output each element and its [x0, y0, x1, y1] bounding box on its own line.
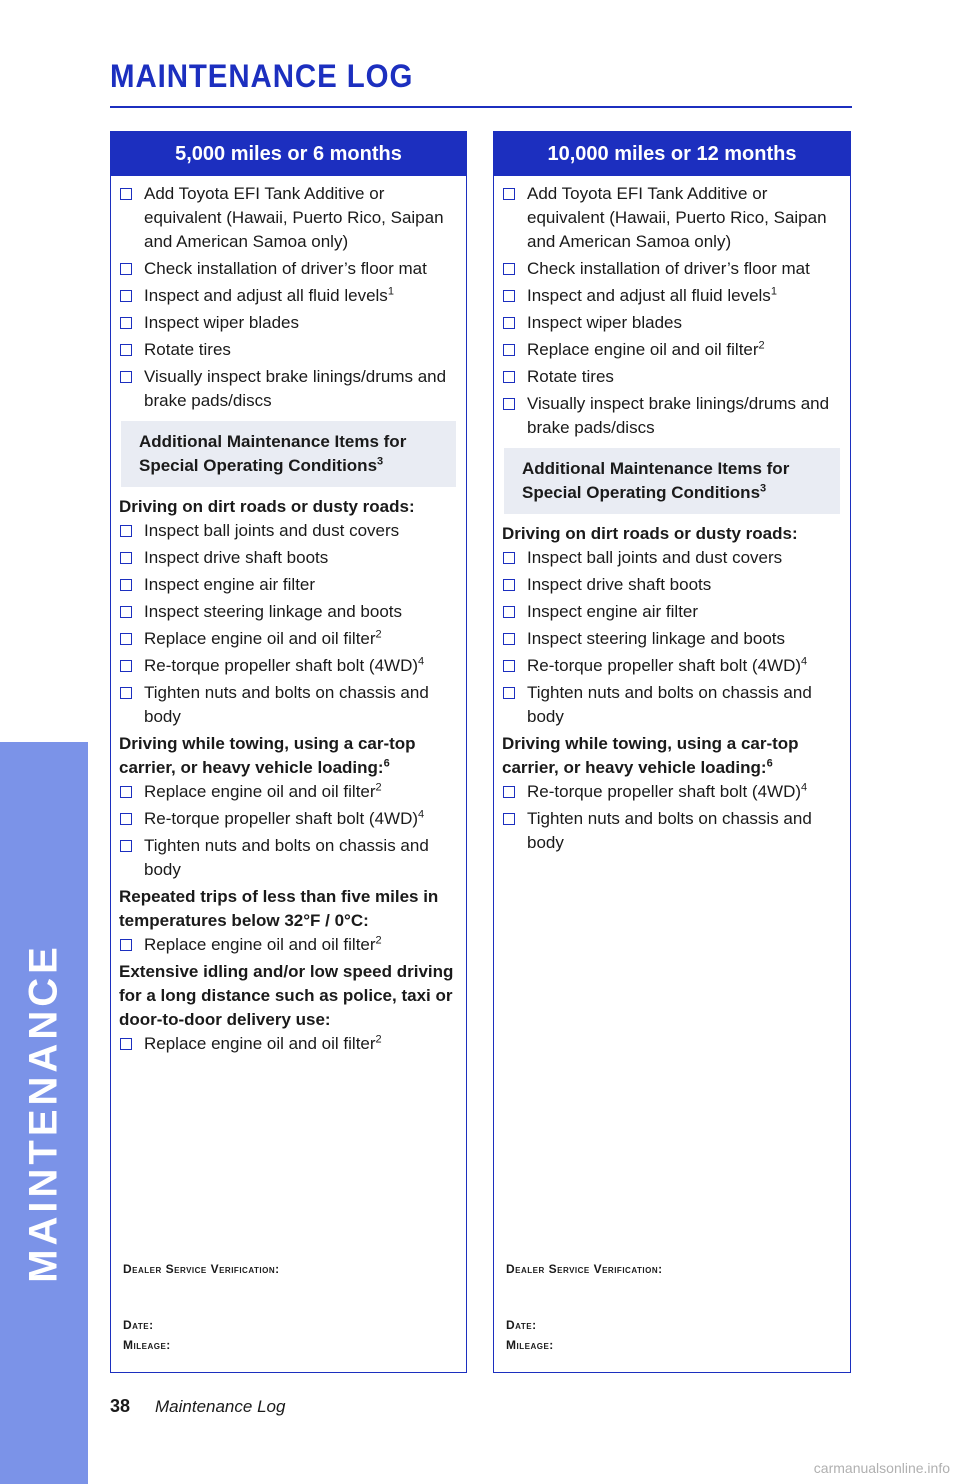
- checkbox[interactable]: [120, 939, 132, 951]
- date-label: Date:: [506, 1318, 537, 1332]
- item-text: Inspect wiper blades: [527, 313, 682, 332]
- checkbox[interactable]: [120, 344, 132, 356]
- checklist-item: [502, 182, 842, 254]
- checkbox[interactable]: [120, 579, 132, 591]
- condition-title: [119, 885, 458, 933]
- footnote-ref: 2: [375, 781, 382, 794]
- checkbox[interactable]: [503, 579, 515, 591]
- checklist-item: [502, 780, 842, 804]
- checkbox[interactable]: [120, 552, 132, 564]
- checkbox[interactable]: [120, 525, 132, 537]
- footnote-ref: 6: [766, 757, 773, 770]
- item-text: Inspect steering linkage and boots: [144, 602, 403, 621]
- additional-title: Additional Maintenance Items for Special Operating Conditions: [522, 459, 790, 502]
- item-text: Add Toyota EFI Tank Additive or equivalent (Hawaii, Puerto Rico, Saipan and American Samoa only): [144, 184, 444, 251]
- item-text: Inspect and adjust all fluid levels: [144, 286, 388, 305]
- footnote-ref: 3: [377, 455, 384, 468]
- additional-maintenance-box: [121, 421, 456, 487]
- item-text: Re-torque propeller shaft bolt (4WD): [144, 656, 419, 675]
- checkbox[interactable]: [120, 786, 132, 798]
- checklist-item: [119, 834, 458, 882]
- panel-header: 10,000 miles or 12 months: [494, 132, 850, 176]
- condition-text: Driving on dirt roads or dusty roads:: [119, 497, 415, 516]
- checklist-item: [119, 1032, 458, 1056]
- item-text: Replace engine oil and oil filter: [527, 340, 759, 359]
- date-label: Date:: [123, 1318, 154, 1332]
- footnote-ref: 6: [383, 757, 390, 770]
- checklist-item: [502, 627, 842, 651]
- checkbox[interactable]: [503, 687, 515, 699]
- checkbox[interactable]: [503, 290, 515, 302]
- item-text: Inspect drive shaft boots: [527, 575, 712, 594]
- checklist-item: [502, 600, 842, 624]
- checklist-item: [119, 807, 458, 831]
- checklist-item: [502, 573, 842, 597]
- mileage-label: Mileage:: [506, 1338, 554, 1352]
- checkbox[interactable]: [503, 813, 515, 825]
- checklist-item: [119, 365, 458, 413]
- checkbox[interactable]: [120, 813, 132, 825]
- checkbox[interactable]: [503, 606, 515, 618]
- item-text: Inspect drive shaft boots: [144, 548, 329, 567]
- item-text: Inspect steering linkage and boots: [527, 629, 786, 648]
- checklist-item: [502, 654, 842, 678]
- checklist-item: [119, 681, 458, 729]
- condition-text: Repeated trips of less than five miles in temperatures below 32°F / 0°C:: [119, 887, 439, 930]
- footnote-ref: 2: [375, 934, 382, 947]
- checklist-item: [502, 338, 842, 362]
- checkbox[interactable]: [120, 1038, 132, 1050]
- panel-10000-miles: [493, 131, 851, 1373]
- checkbox[interactable]: [120, 606, 132, 618]
- item-text: Inspect ball joints and dust covers: [144, 521, 400, 540]
- checkbox[interactable]: [503, 552, 515, 564]
- item-text: Replace engine oil and oil filter: [144, 935, 376, 954]
- condition-text: Driving on dirt roads or dusty roads:: [502, 524, 798, 543]
- panel-body: [494, 176, 850, 855]
- checklist-item: [502, 807, 842, 855]
- item-text: Visually inspect brake linings/drums and brake pads/discs: [144, 367, 447, 410]
- item-text: Re-torque propeller shaft bolt (4WD): [527, 782, 802, 801]
- item-text: Inspect and adjust all fluid levels: [527, 286, 771, 305]
- panel-5000-miles: [110, 131, 467, 1373]
- item-text: Tighten nuts and bolts on chassis and body: [144, 683, 429, 726]
- item-text: Visually inspect brake linings/drums and brake pads/discs: [527, 394, 830, 437]
- condition-title: [119, 960, 458, 1032]
- checkbox[interactable]: [503, 398, 515, 410]
- checklist-item: [119, 654, 458, 678]
- dealer-verification-label: Dealer Service Verification:: [506, 1262, 663, 1276]
- footnote-ref: 2: [375, 1033, 382, 1046]
- checkbox[interactable]: [120, 687, 132, 699]
- checklist-item: [119, 182, 458, 254]
- checklist-item: [119, 311, 458, 335]
- item-text: Re-torque propeller shaft bolt (4WD): [527, 656, 802, 675]
- item-text: Re-torque propeller shaft bolt (4WD): [144, 809, 419, 828]
- checkbox[interactable]: [120, 263, 132, 275]
- checklist-item: [119, 257, 458, 281]
- condition-title: [502, 522, 842, 546]
- item-text: Replace engine oil and oil filter: [144, 629, 376, 648]
- checkbox[interactable]: [120, 317, 132, 329]
- checklist-item: [502, 392, 842, 440]
- condition-title: [119, 732, 458, 780]
- footnote-ref: 4: [418, 655, 425, 668]
- footnote-ref: 1: [770, 285, 777, 298]
- checkbox[interactable]: [120, 371, 132, 383]
- footnote-ref: 4: [801, 781, 808, 794]
- checklist-item: [119, 573, 458, 597]
- item-text: Replace engine oil and oil filter: [144, 1034, 376, 1053]
- title-divider: [110, 106, 852, 108]
- item-text: Inspect engine air filter: [527, 602, 699, 621]
- item-text: Tighten nuts and bolts on chassis and body: [527, 683, 812, 726]
- checklist-item: [119, 780, 458, 804]
- item-text: Inspect wiper blades: [144, 313, 299, 332]
- checklist-item: [502, 257, 842, 281]
- checkbox[interactable]: [503, 786, 515, 798]
- condition-title: [119, 495, 458, 519]
- checkbox[interactable]: [503, 317, 515, 329]
- checkbox[interactable]: [120, 840, 132, 852]
- checkbox[interactable]: [503, 633, 515, 645]
- additional-title: Additional Maintenance Items for Special Operating Conditions: [139, 432, 407, 475]
- footnote-ref: 4: [418, 808, 425, 821]
- item-text: Check installation of driver’s floor mat: [527, 259, 810, 278]
- footer-section-title: Maintenance Log: [155, 1397, 286, 1416]
- checkbox[interactable]: [120, 290, 132, 302]
- page-number: 38: [110, 1396, 131, 1416]
- footnote-ref: 3: [760, 482, 767, 495]
- checkbox[interactable]: [503, 344, 515, 356]
- checklist-item: [119, 627, 458, 651]
- checklist-item: [502, 284, 842, 308]
- panel-header: 5,000 miles or 6 months: [111, 132, 466, 176]
- mileage-label: Mileage:: [123, 1338, 171, 1352]
- checkbox[interactable]: [503, 188, 515, 200]
- item-text: Replace engine oil and oil filter: [144, 782, 376, 801]
- item-text: Check installation of driver’s floor mat: [144, 259, 427, 278]
- additional-maintenance-box: [504, 448, 840, 514]
- condition-text: Extensive idling and/or low speed driving for a long distance such as police, taxi or door-to-door delivery use:: [119, 962, 454, 1029]
- checklist-item: [119, 519, 458, 543]
- checkbox[interactable]: [120, 660, 132, 672]
- item-text: Inspect ball joints and dust covers: [527, 548, 783, 567]
- side-tab-label: MAINTENANCE: [21, 943, 66, 1283]
- watermark: carmanualsonline.info: [813, 1460, 950, 1476]
- checklist-item: [119, 933, 458, 957]
- item-text: Inspect engine air filter: [144, 575, 316, 594]
- checkbox[interactable]: [120, 188, 132, 200]
- checklist-item: [119, 284, 458, 308]
- footnote-ref: 2: [758, 339, 765, 352]
- item-text: Tighten nuts and bolts on chassis and body: [144, 836, 429, 879]
- item-text: Rotate tires: [144, 340, 231, 359]
- item-text: Rotate tires: [527, 367, 614, 386]
- dealer-verification-label: Dealer Service Verification:: [123, 1262, 280, 1276]
- checklist-item: [119, 600, 458, 624]
- checklist-item: [502, 311, 842, 335]
- checklist-item: [502, 681, 842, 729]
- checkbox[interactable]: [120, 633, 132, 645]
- checkbox[interactable]: [503, 371, 515, 383]
- footnote-ref: 4: [801, 655, 808, 668]
- item-text: Tighten nuts and bolts on chassis and body: [527, 809, 812, 852]
- footnote-ref: 2: [375, 628, 382, 641]
- checklist-item: [502, 365, 842, 389]
- condition-title: [502, 732, 842, 780]
- checklist-item: [119, 546, 458, 570]
- checkbox[interactable]: [503, 263, 515, 275]
- condition-text: Driving while towing, using a car-top carrier, or heavy vehicle loading:: [119, 734, 416, 777]
- panel-body: [111, 176, 466, 1056]
- checklist-item: [119, 338, 458, 362]
- checkbox[interactable]: [503, 660, 515, 672]
- checklist-item: [502, 546, 842, 570]
- page-title: MAINTENANCE LOG: [110, 58, 414, 94]
- condition-text: Driving while towing, using a car-top carrier, or heavy vehicle loading:: [502, 734, 799, 777]
- footnote-ref: 1: [387, 285, 394, 298]
- item-text: Add Toyota EFI Tank Additive or equivalent (Hawaii, Puerto Rico, Saipan and American Samoa only): [527, 184, 827, 251]
